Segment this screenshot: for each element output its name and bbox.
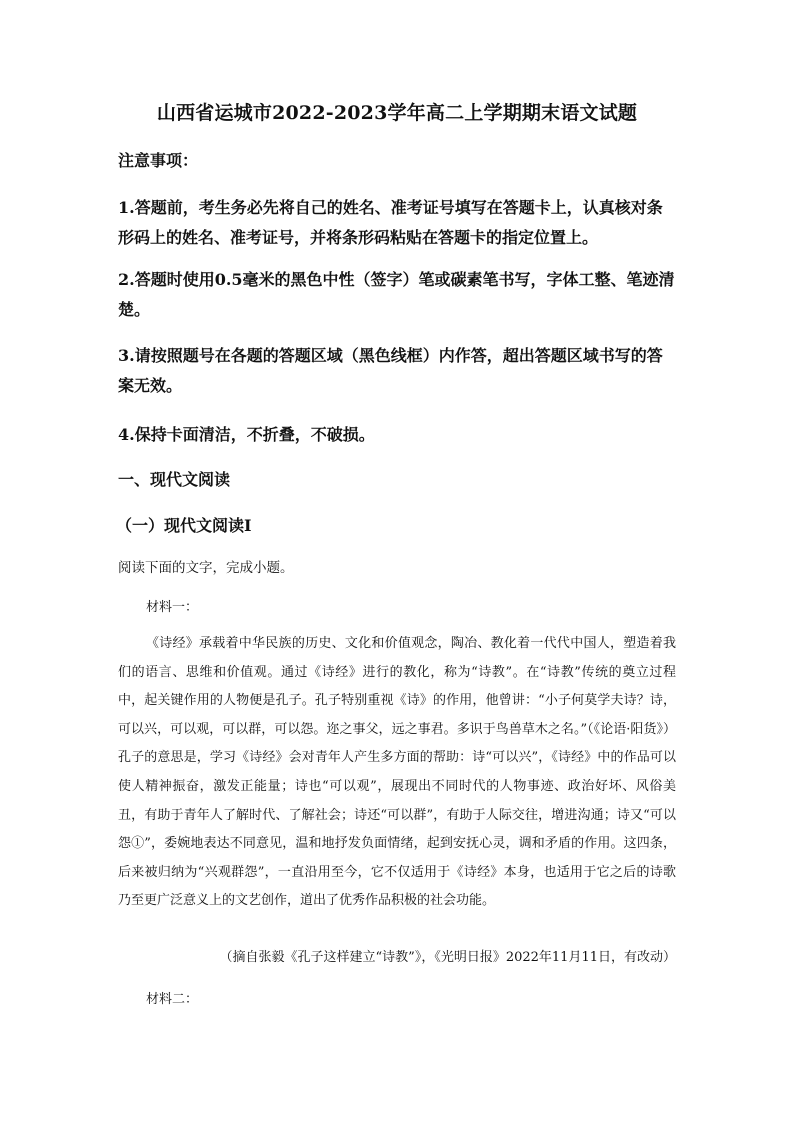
section-title: 一、现代文阅读 bbox=[118, 470, 231, 489]
notice-item-3: 3.请按照题号在各题的答题区域（黑色线框）内作答，超出答题区域书写的答案无效。 bbox=[118, 346, 663, 395]
notice-heading: 注意事项： bbox=[118, 151, 199, 170]
material-1-label: 材料一： bbox=[146, 600, 199, 615]
material-1-text: 《诗经》承载着中华民族的历史、文化和价值观念，陶冶、教化着一代代中国人，塑造着我们的语言、思维和价值观。通过《诗经》进行的教化，称为“诗教”。在“诗教”传统的奠立过程中，起关键作用的人物便是孔子。孔子特别重视《诗》的作用，他曾讲：“小子何莫学夫诗？诗，可以兴，可以观，可以群，可以怨。迩之事父，远之事君。多识于鸟兽草木之名。”（《论语·阳货》）孔子的意思是，学习《诗经》会对青年人产生多方面的帮助：诗“可以兴”，《诗经》中的作品可以使人精神振奋，激发正能量；诗也“可以观”，展现出不同时代的人物事迹、政治好坏、风俗美丑，有助于青年人了解时代、了解社会；诗还“可以群”，有助于人际交往，增进沟通；诗又“可以怨①”，委婉地表达不同意见，温和地抒发负面情绪，起到安抚心灵，调和矛盾的作用。这四条，后来被归纳为“兴观群怨”，一直沿用至今，它不仅适用于《诗经》本身，也适用于它之后的诗歌乃至更广泛意义上的文艺创作，道出了优秀作品积极的社会功能。 bbox=[118, 636, 676, 909]
notice-item-4: 4.保持卡面清洁，不折叠，不破损。 bbox=[118, 425, 375, 444]
material-2-label: 材料二： bbox=[146, 992, 199, 1007]
subsection-title: （一）现代文阅读Ⅰ bbox=[116, 516, 252, 535]
reading-instruction: 阅读下面的文字，完成小题。 bbox=[118, 560, 294, 576]
notice-item-2: 2.答题时使用0.5毫米的黑色中性（签字）笔或碳素笔书写，字体工整、笔迹清楚。 bbox=[118, 270, 675, 319]
page-title: 山西省运城市2022-2023学年高二上学期期末语文试题 bbox=[156, 102, 638, 124]
notice-item-1: 1.答题前，考生务必先将自己的姓名、准考证号填写在答题卡上，认真核对条形码上的姓名、准考证号，并将条形码粘贴在答题卡的指定位置上。 bbox=[118, 198, 663, 247]
material-1-source: （摘自张毅《孔子这样建立“诗教”》，《光明日报》2022年11月11日，有改动） bbox=[219, 950, 676, 965]
